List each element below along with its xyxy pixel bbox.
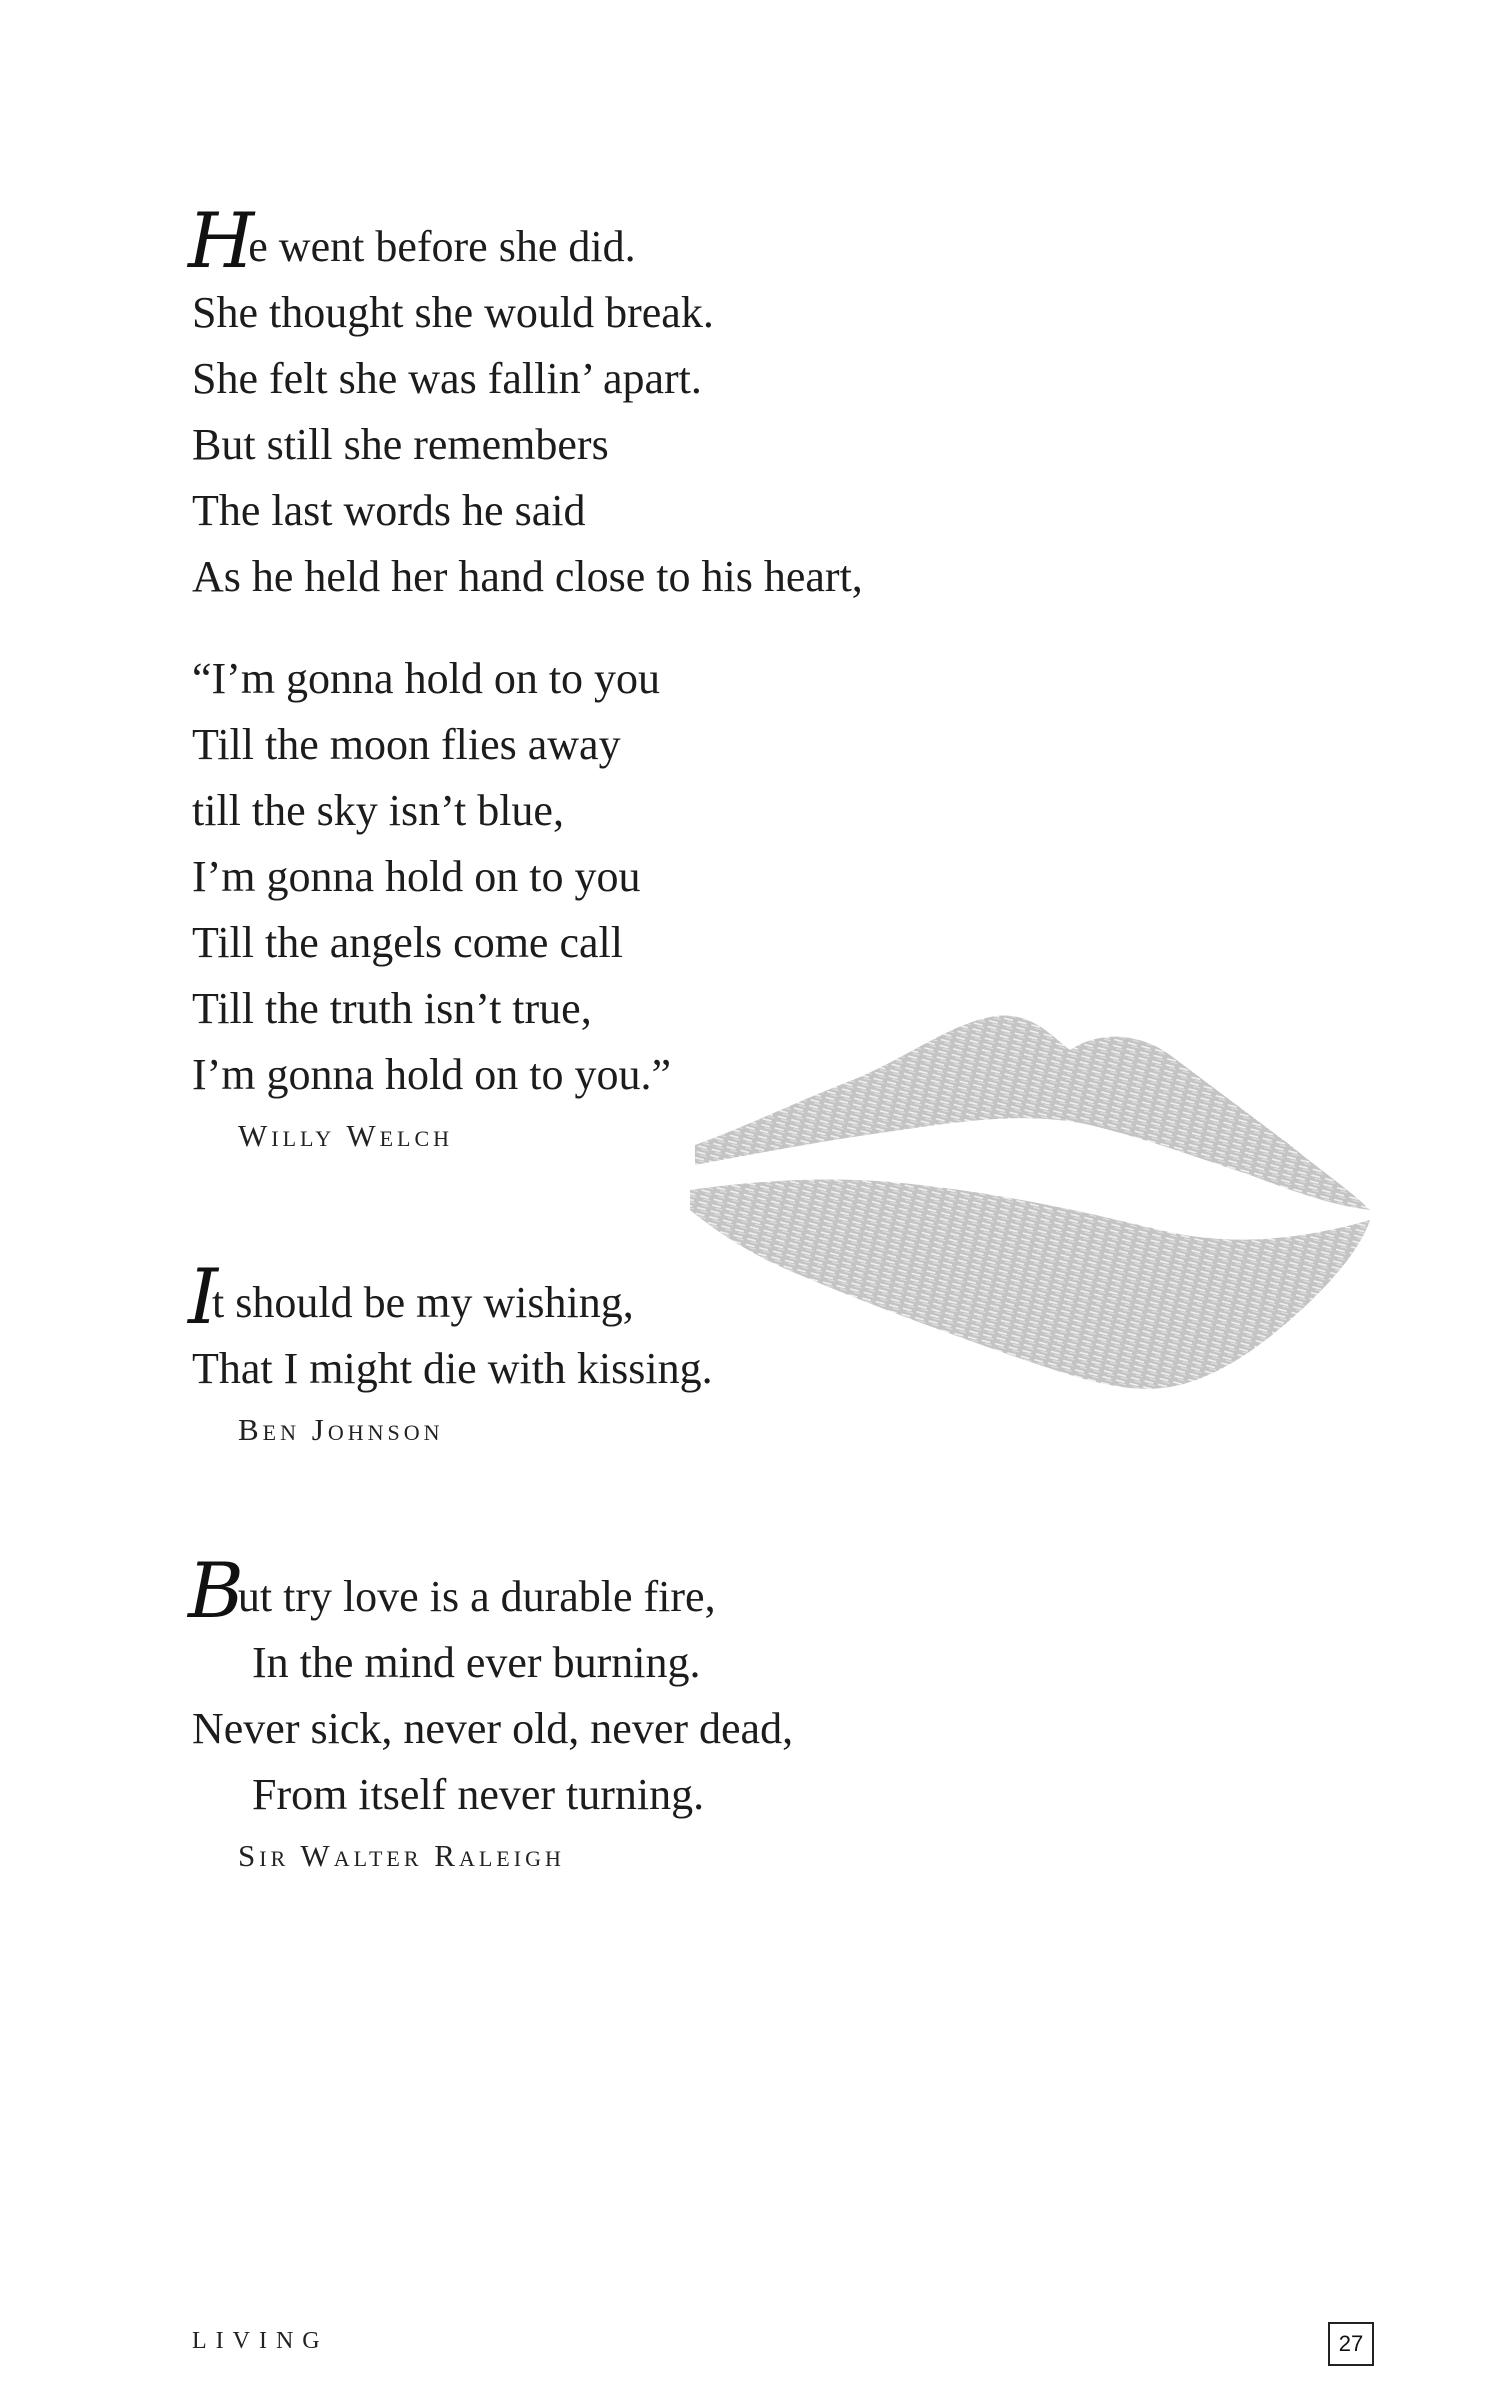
poem-line: Till the angels come call bbox=[192, 918, 623, 967]
footer-section-label: LIVING bbox=[192, 2328, 329, 2354]
poem-line: As he held her hand close to his heart, bbox=[192, 552, 863, 601]
poem-author: Sir Walter Raleigh bbox=[238, 1838, 565, 1873]
poem-line: I’m gonna hold on to you.” bbox=[192, 1050, 672, 1099]
poem-ben-johnson bbox=[188, 1252, 1092, 1448]
poem-line bbox=[188, 1252, 1092, 1341]
poem-line bbox=[188, 1546, 1092, 1635]
poem-line: I’m gonna hold on to you bbox=[192, 852, 641, 901]
drop-cap: I bbox=[188, 1252, 215, 1341]
first-line-text: t should be my wishing, bbox=[212, 1278, 634, 1327]
poem-line: Till the moon flies away bbox=[192, 720, 621, 769]
poem-line: till the sky isn’t blue, bbox=[192, 786, 564, 835]
poem-line: That I might die with kissing. bbox=[192, 1344, 713, 1393]
drop-cap: H bbox=[188, 196, 251, 285]
first-line-text: ut try love is a durable fire, bbox=[237, 1572, 716, 1621]
poem-line bbox=[188, 196, 1092, 285]
poem-line: From itself never turning. bbox=[252, 1770, 705, 1819]
poem-line: “I’m gonna hold on to you bbox=[192, 654, 661, 703]
poem-line: She felt she was fallin’ apart. bbox=[192, 354, 702, 403]
poem-line: But still she remembers bbox=[192, 420, 609, 469]
poem-walter-raleigh bbox=[188, 1546, 1092, 1874]
first-line-text: e went before she did. bbox=[248, 222, 636, 271]
poem-line: In the mind ever burning. bbox=[252, 1638, 701, 1687]
poem-author: Ben Johnson bbox=[238, 1412, 444, 1447]
poem-line: She thought she would break. bbox=[192, 288, 714, 337]
poem-line: Never sick, never old, never dead, bbox=[192, 1704, 794, 1753]
drop-cap: B bbox=[188, 1546, 240, 1635]
poem-author: Willy Welch bbox=[238, 1118, 454, 1153]
stanza-gap bbox=[192, 610, 1092, 646]
page-number: 27 bbox=[1328, 2322, 1374, 2366]
poem-line: The last words he said bbox=[192, 486, 586, 535]
poem-line: Till the truth isn’t true, bbox=[192, 984, 592, 1033]
